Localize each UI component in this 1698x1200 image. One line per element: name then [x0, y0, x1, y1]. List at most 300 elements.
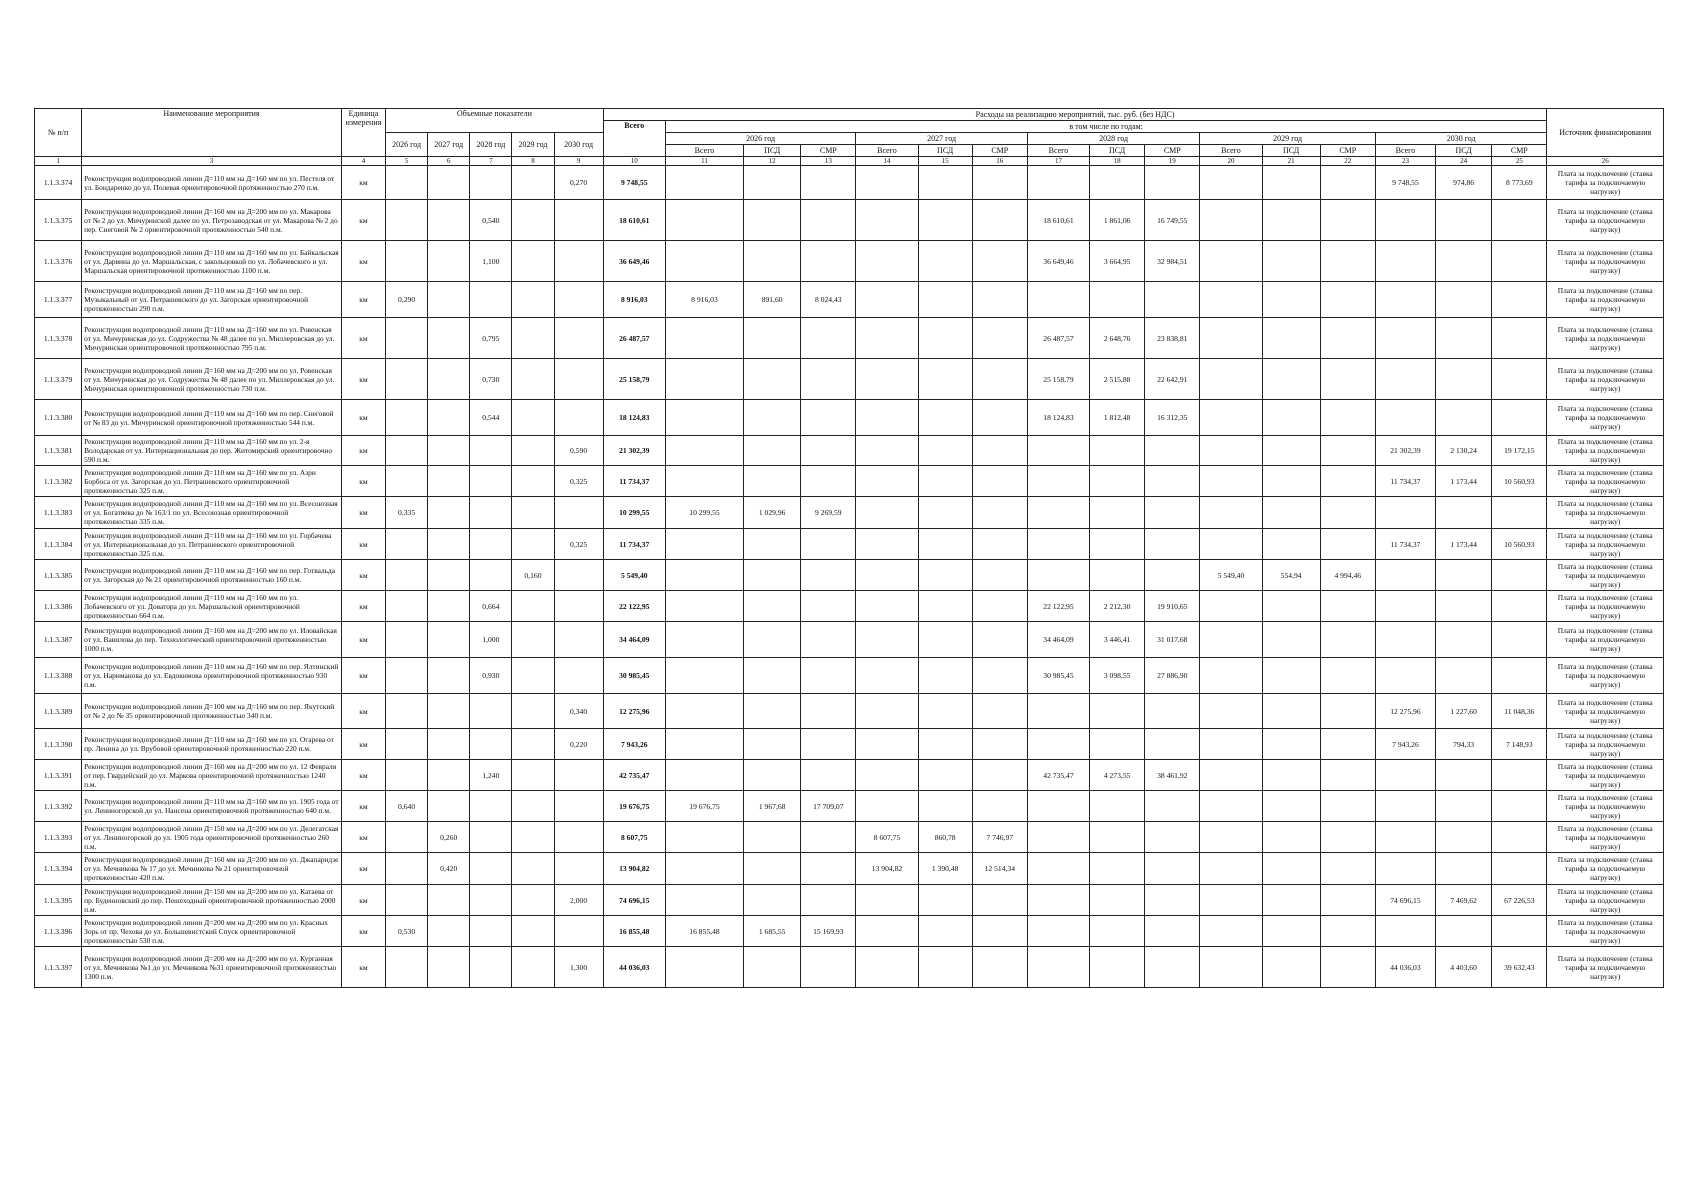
- volume-cell: [512, 658, 554, 694]
- total-cell: 11 734,37: [603, 466, 665, 497]
- volume-cell: [470, 694, 512, 729]
- expense-cell: [1262, 166, 1320, 200]
- expense-cell: 3 446,41: [1090, 622, 1145, 658]
- expense-cell: [1200, 947, 1262, 988]
- measure-name: Реконструкция водопроводной линии Д=110 мм на Д=160 мм по пер. Снеговой от № 83 до ул. Мичуринской ориентировочной протяженностью 544 п.м.: [82, 400, 342, 436]
- header-source: Источник финансирования: [1547, 109, 1664, 157]
- volume-cell: [512, 529, 554, 560]
- row-number: 1.1.3.391: [35, 760, 82, 791]
- row-number: 1.1.3.379: [35, 359, 82, 400]
- volume-cell: 0,540: [470, 200, 512, 241]
- expense-cell: [1200, 622, 1262, 658]
- volume-year-header: 2028 год: [470, 133, 512, 157]
- expense-cell: [1262, 318, 1320, 359]
- expense-cell: [972, 791, 1027, 822]
- expense-cell: 18 124,83: [1027, 400, 1089, 436]
- expense-cell: [665, 947, 743, 988]
- measure-name: Реконструкция водопроводной линии Д=150 мм на Д=200 мм по ул. Делегатская от ул. Лениногорской до ул. 1905 года ориентировочной протяженностью 260 п.м.: [82, 822, 342, 853]
- total-cell: 26 487,57: [603, 318, 665, 359]
- expense-cell: [801, 466, 856, 497]
- expense-cell: 74 696,15: [1375, 885, 1435, 916]
- expense-cell: [665, 400, 743, 436]
- measure-name: Реконструкция водопроводной линии Д=100 мм на Д=160 мм по пер. Якутский от № 2 до № 35 ориентировочной протяженностью 340 п.м.: [82, 694, 342, 729]
- expense-cell: [972, 560, 1027, 591]
- expense-cell: [972, 529, 1027, 560]
- expense-cell: [801, 885, 856, 916]
- volume-cell: 1,100: [470, 241, 512, 282]
- volume-cell: 1,300: [554, 947, 603, 988]
- expense-cell: 1 967,68: [744, 791, 801, 822]
- expense-cell: [918, 791, 972, 822]
- expense-cell: [1027, 529, 1089, 560]
- expense-cell: [856, 529, 918, 560]
- expense-cell: [1492, 658, 1547, 694]
- measure-name: Реконструкция водопроводной линии Д=110 мм на Д=160 мм по ул. Байкальская от ул. Дарвина до ул. Маршальская, с закольцовкой по ул. Лобачевского и ул. Маршальская ориентировочной протяженностью 1100 п.м.: [82, 241, 342, 282]
- table-body: [35, 166, 1664, 988]
- expense-cell: [856, 791, 918, 822]
- expense-cell: [1320, 497, 1375, 529]
- expense-cell: [665, 241, 743, 282]
- expense-cell: [1262, 729, 1320, 760]
- row-number: 1.1.3.387: [35, 622, 82, 658]
- volume-cell: [512, 853, 554, 885]
- column-number: 25: [1492, 157, 1547, 166]
- volume-cell: [386, 466, 428, 497]
- table-row: [35, 916, 1664, 947]
- expense-cell: 18 610,61: [1027, 200, 1089, 241]
- expense-cell: [1375, 560, 1435, 591]
- volume-cell: [386, 885, 428, 916]
- volume-cell: [554, 282, 603, 318]
- volume-cell: [554, 916, 603, 947]
- unit-cell: км: [341, 791, 385, 822]
- expense-cell: [972, 436, 1027, 466]
- expense-cell: [918, 622, 972, 658]
- expense-cell: [665, 885, 743, 916]
- expense-cell: [1436, 497, 1492, 529]
- expense-cell: 13 904,82: [856, 853, 918, 885]
- expense-cell: [972, 885, 1027, 916]
- expense-cell: [744, 359, 801, 400]
- expense-cell: 7 943,26: [1375, 729, 1435, 760]
- volume-cell: [428, 885, 470, 916]
- row-number: 1.1.3.394: [35, 853, 82, 885]
- volume-cell: [386, 400, 428, 436]
- expense-cell: [1200, 916, 1262, 947]
- expense-cell: 16 749,55: [1145, 200, 1200, 241]
- expense-cell: 22 642,91: [1145, 359, 1200, 400]
- column-number: 1: [35, 157, 82, 166]
- expense-cell: [1145, 694, 1200, 729]
- expense-cell: [856, 729, 918, 760]
- expense-cell: [1492, 916, 1547, 947]
- expense-cell: [665, 760, 743, 791]
- total-cell: 8 607,75: [603, 822, 665, 853]
- expense-cell: [1145, 729, 1200, 760]
- expenses-table: [34, 108, 1664, 988]
- expense-cell: 8 024,43: [801, 282, 856, 318]
- expense-cell: [1200, 166, 1262, 200]
- unit-cell: км: [341, 694, 385, 729]
- expense-cell: [1027, 947, 1089, 988]
- expense-cell: [1436, 822, 1492, 853]
- total-cell: 34 464,09: [603, 622, 665, 658]
- expense-sub-header: ПСД: [918, 145, 972, 157]
- expense-cell: 42 735,47: [1027, 760, 1089, 791]
- volume-cell: [512, 822, 554, 853]
- expense-cell: [918, 694, 972, 729]
- expense-cell: [1320, 622, 1375, 658]
- row-number: 1.1.3.393: [35, 822, 82, 853]
- volume-cell: [512, 466, 554, 497]
- expense-cell: 19 172,15: [1492, 436, 1547, 466]
- volume-cell: 1,240: [470, 760, 512, 791]
- expense-cell: [1492, 853, 1547, 885]
- expense-cell: 2 515,88: [1090, 359, 1145, 400]
- expense-cell: 8 916,03: [665, 282, 743, 318]
- expense-cell: 554,94: [1262, 560, 1320, 591]
- expense-cell: [1492, 760, 1547, 791]
- volume-cell: [428, 760, 470, 791]
- volume-year-header: 2030 год: [554, 133, 603, 157]
- expense-cell: [1320, 760, 1375, 791]
- expense-cell: [1320, 282, 1375, 318]
- expense-cell: [1027, 729, 1089, 760]
- expense-cell: 2 648,76: [1090, 318, 1145, 359]
- expense-cell: [918, 760, 972, 791]
- unit-cell: км: [341, 166, 385, 200]
- funding-source: Плата за подключение (ставка тарифа за подключаемую нагрузку): [1547, 529, 1664, 560]
- expense-cell: [744, 729, 801, 760]
- column-number: 12: [744, 157, 801, 166]
- table-row: [35, 591, 1664, 622]
- expense-cell: [1262, 241, 1320, 282]
- expense-cell: [801, 760, 856, 791]
- expense-cell: [1200, 885, 1262, 916]
- expense-cell: [918, 436, 972, 466]
- funding-source: Плата за подключение (ставка тарифа за подключаемую нагрузку): [1547, 729, 1664, 760]
- expense-sub-header: Всего: [1375, 145, 1435, 157]
- expense-cell: 8 773,69: [1492, 166, 1547, 200]
- total-cell: 13 904,82: [603, 853, 665, 885]
- table-row: [35, 853, 1664, 885]
- table-row: [35, 622, 1664, 658]
- table-row: [35, 166, 1664, 200]
- expense-cell: 2 212,30: [1090, 591, 1145, 622]
- expense-cell: 26 487,57: [1027, 318, 1089, 359]
- expense-cell: [1320, 694, 1375, 729]
- expense-cell: 7 469,62: [1436, 885, 1492, 916]
- expense-cell: [744, 200, 801, 241]
- volume-cell: [428, 436, 470, 466]
- row-number: 1.1.3.395: [35, 885, 82, 916]
- expense-cell: 7 746,97: [972, 822, 1027, 853]
- table-row: [35, 400, 1664, 436]
- funding-source: Плата за подключение (ставка тарифа за подключаемую нагрузку): [1547, 658, 1664, 694]
- unit-cell: км: [341, 658, 385, 694]
- table-row: [35, 318, 1664, 359]
- volume-cell: 0,220: [554, 729, 603, 760]
- expense-cell: [1090, 560, 1145, 591]
- total-cell: 7 943,26: [603, 729, 665, 760]
- volume-cell: [512, 166, 554, 200]
- funding-source: Плата за подключение (ставка тарифа за подключаемую нагрузку): [1547, 359, 1664, 400]
- expense-year-header: 2030 год: [1375, 133, 1547, 145]
- expense-cell: [856, 282, 918, 318]
- expense-cell: [1492, 622, 1547, 658]
- expense-cell: [1375, 400, 1435, 436]
- volume-cell: [386, 200, 428, 241]
- row-number: 1.1.3.388: [35, 658, 82, 694]
- expense-cell: [665, 853, 743, 885]
- table-row: [35, 282, 1664, 318]
- expense-cell: [801, 853, 856, 885]
- volume-cell: [512, 282, 554, 318]
- unit-cell: км: [341, 200, 385, 241]
- table-row: [35, 694, 1664, 729]
- expense-cell: [1027, 791, 1089, 822]
- funding-source: Плата за подключение (ставка тарифа за подключаемую нагрузку): [1547, 591, 1664, 622]
- expense-cell: [1027, 885, 1089, 916]
- unit-cell: км: [341, 359, 385, 400]
- expense-cell: [856, 166, 918, 200]
- expense-cell: [1200, 241, 1262, 282]
- expense-cell: [972, 200, 1027, 241]
- volume-cell: [428, 947, 470, 988]
- expense-cell: 1 861,06: [1090, 200, 1145, 241]
- expense-sub-header: ПСД: [744, 145, 801, 157]
- expense-cell: 27 886,90: [1145, 658, 1200, 694]
- volume-cell: 0,530: [386, 916, 428, 947]
- volume-cell: [428, 729, 470, 760]
- total-cell: 25 158,79: [603, 359, 665, 400]
- expense-cell: [1262, 466, 1320, 497]
- volume-cell: [386, 436, 428, 466]
- volume-cell: [512, 359, 554, 400]
- volume-cell: [554, 400, 603, 436]
- funding-source: Плата за подключение (ставка тарифа за подключаемую нагрузку): [1547, 282, 1664, 318]
- funding-source: Плата за подключение (ставка тарифа за подключаемую нагрузку): [1547, 318, 1664, 359]
- expense-sub-header: СМР: [972, 145, 1027, 157]
- expense-cell: [972, 658, 1027, 694]
- volume-cell: [386, 359, 428, 400]
- expense-cell: [918, 241, 972, 282]
- measure-name: Реконструкция водопроводной линии Д=200 мм на Д=200 мм по ул. Курганная от ул. Мечникова №1 до ул. Мечникова №31 ориентировочной протяженностью 1300 п.м.: [82, 947, 342, 988]
- column-number: 13: [801, 157, 856, 166]
- expense-cell: [744, 694, 801, 729]
- expense-cell: [1090, 853, 1145, 885]
- expense-cell: [1090, 166, 1145, 200]
- measure-name: Реконструкция водопроводной линии Д=110 мм на Д=160 мм по ул. Азри Борбоса от ул. Загорская до ул. Петрашевского ориентировочной протяженностью 325 п.м.: [82, 466, 342, 497]
- volume-cell: [386, 166, 428, 200]
- expense-cell: [856, 591, 918, 622]
- expense-cell: 11 734,37: [1375, 529, 1435, 560]
- expense-cell: [1027, 694, 1089, 729]
- expense-cell: [1320, 318, 1375, 359]
- volume-cell: [512, 694, 554, 729]
- expense-cell: [1262, 359, 1320, 400]
- expense-cell: [744, 400, 801, 436]
- column-number: 19: [1145, 157, 1200, 166]
- expense-cell: [856, 658, 918, 694]
- volume-cell: [386, 622, 428, 658]
- expense-cell: [1436, 318, 1492, 359]
- expense-cell: [1320, 791, 1375, 822]
- expense-cell: [744, 436, 801, 466]
- expense-year-header: 2029 год: [1200, 133, 1376, 145]
- expense-cell: 32 984,51: [1145, 241, 1200, 282]
- unit-cell: км: [341, 318, 385, 359]
- expense-cell: [972, 359, 1027, 400]
- expense-cell: [1436, 791, 1492, 822]
- measure-name: Реконструкция водопроводной линии Д=160 мм на Д=200 мм по ул. Джапаридзе от ул. Мечникова № 17 до ул. Мечникова № 21 ориентировочной протяженностью 420 п.м.: [82, 853, 342, 885]
- column-number: 20: [1200, 157, 1262, 166]
- volume-cell: [554, 658, 603, 694]
- expense-cell: [1262, 947, 1320, 988]
- funding-source: Плата за подключение (ставка тарифа за подключаемую нагрузку): [1547, 497, 1664, 529]
- expense-cell: [972, 760, 1027, 791]
- expense-cell: [1027, 282, 1089, 318]
- expense-cell: 11 734,37: [1375, 466, 1435, 497]
- total-cell: 8 916,03: [603, 282, 665, 318]
- unit-cell: км: [341, 466, 385, 497]
- expense-cell: [856, 497, 918, 529]
- expense-cell: 1 227,60: [1436, 694, 1492, 729]
- total-cell: 42 735,47: [603, 760, 665, 791]
- volume-cell: [386, 694, 428, 729]
- expense-cell: [665, 529, 743, 560]
- measure-name: Реконструкция водопроводной линии Д=110 мм на Д=160 мм по ул. 2-я Володарская от ул. Интернациональная до пер. Житомирский ориентировочно 590 п.м.: [82, 436, 342, 466]
- expense-cell: 4 994,46: [1320, 560, 1375, 591]
- expense-cell: [972, 622, 1027, 658]
- volume-cell: [386, 529, 428, 560]
- expense-cell: [1320, 241, 1375, 282]
- expense-cell: [1492, 822, 1547, 853]
- table-row: [35, 885, 1664, 916]
- expense-cell: [856, 436, 918, 466]
- volume-cell: [386, 318, 428, 359]
- expense-sub-header: Всего: [856, 145, 918, 157]
- volume-cell: [470, 729, 512, 760]
- volume-cell: 0,730: [470, 359, 512, 400]
- volume-cell: [428, 466, 470, 497]
- volume-cell: [386, 658, 428, 694]
- column-number: 15: [918, 157, 972, 166]
- volume-cell: [470, 166, 512, 200]
- volume-cell: [512, 729, 554, 760]
- expense-cell: [1436, 916, 1492, 947]
- expense-cell: 39 632,43: [1492, 947, 1547, 988]
- volume-cell: [470, 791, 512, 822]
- unit-cell: км: [341, 622, 385, 658]
- expense-cell: [1090, 282, 1145, 318]
- table-row: [35, 529, 1664, 560]
- header-name: Наименование мероприятия: [82, 109, 342, 157]
- expense-cell: [972, 400, 1027, 436]
- expense-cell: [1492, 359, 1547, 400]
- expense-cell: 36 649,46: [1027, 241, 1089, 282]
- expense-cell: [1436, 400, 1492, 436]
- expense-cell: [1320, 885, 1375, 916]
- volume-cell: [554, 241, 603, 282]
- expense-cell: [1492, 791, 1547, 822]
- volume-cell: [512, 400, 554, 436]
- expense-cell: [1262, 822, 1320, 853]
- expense-cell: [972, 318, 1027, 359]
- total-cell: 5 549,40: [603, 560, 665, 591]
- expense-cell: [1375, 822, 1435, 853]
- volume-cell: 0,290: [386, 282, 428, 318]
- volume-cell: [512, 760, 554, 791]
- expense-cell: [665, 560, 743, 591]
- expense-cell: [1145, 822, 1200, 853]
- expense-cell: [918, 166, 972, 200]
- expense-cell: [1200, 466, 1262, 497]
- expense-cell: [1436, 359, 1492, 400]
- expense-cell: [665, 318, 743, 359]
- expense-cell: [1436, 560, 1492, 591]
- funding-source: Плата за подключение (ставка тарифа за подключаемую нагрузку): [1547, 200, 1664, 241]
- expense-cell: 7 148,93: [1492, 729, 1547, 760]
- expense-cell: [744, 760, 801, 791]
- funding-source: Плата за подключение (ставка тарифа за подключаемую нагрузку): [1547, 916, 1664, 947]
- volume-cell: [386, 853, 428, 885]
- expense-cell: [1375, 791, 1435, 822]
- funding-source: Плата за подключение (ставка тарифа за подключаемую нагрузку): [1547, 560, 1664, 591]
- expense-cell: [1145, 853, 1200, 885]
- expense-cell: [918, 282, 972, 318]
- volume-cell: [470, 560, 512, 591]
- measure-name: Реконструкция водопроводной линии Д=110 мм на Д=160 мм по ул. Пестеля от ул. Бондаренко до ул. Полевая ориентировочной протяженностью 270 п.м.: [82, 166, 342, 200]
- unit-cell: км: [341, 529, 385, 560]
- expense-cell: 4 273,55: [1090, 760, 1145, 791]
- expense-cell: 10 560,93: [1492, 529, 1547, 560]
- measure-name: Реконструкция водопроводной линии Д=160 мм на Д=200 мм по ул. Иловайская от ул. Вавилова до пер. Технологический ориентировочной протяженностью 1000 п.м.: [82, 622, 342, 658]
- measure-name: Реконструкция водопроводной линии Д=110 мм на Д=160 мм по ул. Всесоюзная от ул. Богатяева до № 163/1 по ул. Всесоюзная ориентировочной протяженностью 335 п.м.: [82, 497, 342, 529]
- expense-cell: [1200, 529, 1262, 560]
- volume-cell: [554, 560, 603, 591]
- expense-cell: [1320, 529, 1375, 560]
- volume-cell: [512, 591, 554, 622]
- volume-cell: 0,335: [386, 497, 428, 529]
- expense-cell: [1145, 282, 1200, 318]
- expense-sub-header: СМР: [1492, 145, 1547, 157]
- volume-cell: 0,420: [428, 853, 470, 885]
- expense-cell: [1027, 466, 1089, 497]
- expense-cell: [665, 694, 743, 729]
- expense-cell: 9 269,59: [801, 497, 856, 529]
- volume-cell: [470, 529, 512, 560]
- expense-cell: [1145, 466, 1200, 497]
- table-row: [35, 359, 1664, 400]
- funding-source: Плата за подключение (ставка тарифа за подключаемую нагрузку): [1547, 791, 1664, 822]
- column-number: 23: [1375, 157, 1435, 166]
- volume-cell: [428, 622, 470, 658]
- expense-cell: [918, 658, 972, 694]
- expense-cell: [856, 560, 918, 591]
- unit-cell: км: [341, 560, 385, 591]
- expense-cell: 67 226,53: [1492, 885, 1547, 916]
- expense-cell: [856, 318, 918, 359]
- expense-cell: [1492, 282, 1547, 318]
- volume-cell: [512, 318, 554, 359]
- total-cell: 21 302,39: [603, 436, 665, 466]
- unit-cell: км: [341, 436, 385, 466]
- total-cell: 30 985,45: [603, 658, 665, 694]
- total-cell: 12 275,96: [603, 694, 665, 729]
- expense-cell: [1375, 318, 1435, 359]
- expense-cell: [665, 591, 743, 622]
